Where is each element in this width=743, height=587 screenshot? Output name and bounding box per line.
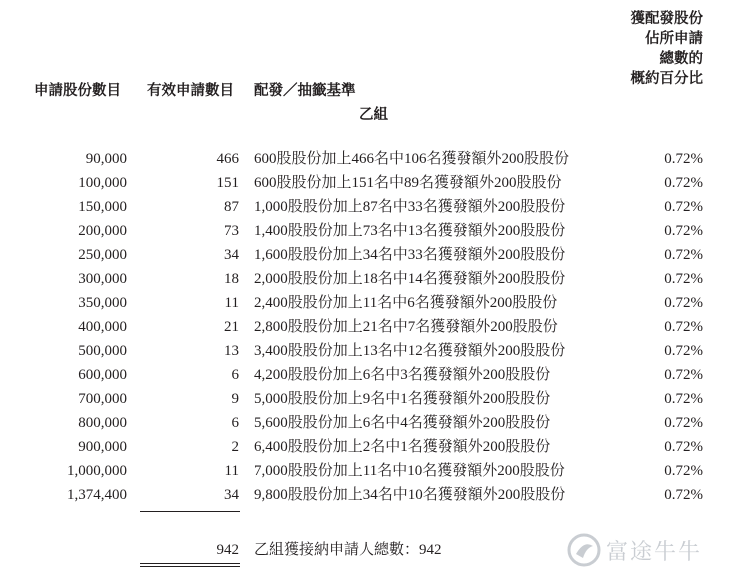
cell-percentage: 0.72% [664, 247, 703, 263]
table-row [0, 195, 743, 219]
total-count: 942 [216, 542, 239, 558]
cell-percentage: 0.72% [664, 487, 703, 503]
table-row [0, 267, 743, 291]
cell-shares: 800,000 [78, 415, 127, 431]
header-allocation-basis: 配發／抽籤基準 [254, 83, 356, 99]
cell-shares: 350,000 [78, 295, 127, 311]
table-row [0, 171, 743, 195]
watermark [566, 530, 716, 570]
cell-count: 6 [231, 367, 239, 383]
cell-basis: 7,000股股份加上11名中10名獲發額外200股股份 [254, 463, 565, 479]
cell-count: 87 [224, 199, 239, 215]
cell-shares: 150,000 [78, 199, 127, 215]
cell-percentage: 0.72% [664, 391, 703, 407]
cell-count: 466 [216, 151, 239, 167]
cell-count: 151 [216, 175, 239, 191]
table-row [0, 483, 743, 507]
cell-count: 73 [224, 223, 239, 239]
header-group-label: 乙組 [359, 107, 388, 123]
cell-basis: 600股股份加上466名中106名獲發額外200股股份 [254, 151, 570, 167]
cell-basis: 600股股份加上151名中89名獲發額外200股股份 [254, 175, 562, 191]
cell-shares: 400,000 [78, 319, 127, 335]
table-row [0, 387, 743, 411]
cell-shares: 250,000 [78, 247, 127, 263]
table-row [0, 147, 743, 171]
cell-basis: 1,000股股份加上87名中33名獲發額外200股股份 [254, 199, 566, 215]
cell-shares: 1,000,000 [67, 463, 127, 479]
header-pct-line: 概約百分比 [630, 71, 703, 87]
cell-percentage: 0.72% [664, 367, 703, 383]
cell-percentage: 0.72% [664, 151, 703, 167]
cell-shares: 900,000 [78, 439, 127, 455]
cell-percentage: 0.72% [664, 223, 703, 239]
cell-percentage: 0.72% [664, 415, 703, 431]
table-row [0, 219, 743, 243]
cell-count: 34 [224, 247, 239, 263]
cell-percentage: 0.72% [664, 439, 703, 455]
total-double-rule-top [140, 563, 240, 564]
cell-shares: 500,000 [78, 343, 127, 359]
cell-count: 6 [231, 415, 239, 431]
cell-basis: 3,400股股份加上13名中12名獲發額外200股股份 [254, 343, 566, 359]
cell-basis: 9,800股股份加上34名中10名獲發額外200股股份 [254, 487, 566, 503]
cell-count: 18 [224, 271, 239, 287]
cell-basis: 4,200股股份加上6名中3名獲發額外200股股份 [254, 367, 551, 383]
header-pct-line: 總數的 [659, 51, 703, 67]
table-row [0, 363, 743, 387]
table-row [0, 411, 743, 435]
cell-shares: 200,000 [78, 223, 127, 239]
cell-shares: 100,000 [78, 175, 127, 191]
cell-count: 2 [231, 439, 239, 455]
cell-shares: 300,000 [78, 271, 127, 287]
table-row [0, 315, 743, 339]
cell-percentage: 0.72% [664, 199, 703, 215]
cell-basis: 2,800股股份加上21名中7名獲發額外200股股份 [254, 319, 558, 335]
header-pct-line: 獲配發股份 [630, 11, 703, 27]
cell-percentage: 0.72% [664, 319, 703, 335]
total-double-rule-bottom [140, 566, 240, 567]
table-row [0, 459, 743, 483]
cell-percentage: 0.72% [664, 271, 703, 287]
cell-count: 11 [224, 463, 239, 479]
cell-basis: 5,000股股份加上9名中1名獲發額外200股股份 [254, 391, 551, 407]
table-row [0, 339, 743, 363]
cell-percentage: 0.72% [664, 343, 703, 359]
cell-percentage: 0.72% [664, 175, 703, 191]
cell-basis: 2,000股股份加上18名中14名獲發額外200股股份 [254, 271, 566, 287]
header-valid-applications: 有效申請數目 [147, 83, 234, 99]
futu-logo-icon [566, 532, 602, 568]
header-approx-percentage [631, 9, 704, 89]
cell-shares: 1,374,400 [67, 487, 127, 503]
subtotal-rule [140, 511, 240, 512]
cell-count: 13 [224, 343, 239, 359]
cell-basis: 1,400股股份加上73名中13名獲發額外200股股份 [254, 223, 566, 239]
total-summary: 乙組獲接納申請人總數：942 [254, 542, 442, 558]
table-row [0, 291, 743, 315]
cell-percentage: 0.72% [664, 295, 703, 311]
cell-shares: 600,000 [78, 367, 127, 383]
cell-basis: 5,600股股份加上6名中4名獲發額外200股股份 [254, 415, 551, 431]
cell-count: 9 [231, 391, 239, 407]
cell-count: 11 [224, 295, 239, 311]
cell-basis: 2,400股股份加上11名中6名獲發額外200股股份 [254, 295, 558, 311]
cell-basis: 6,400股股份加上2名中1名獲發額外200股股份 [254, 439, 551, 455]
cell-count: 21 [224, 319, 239, 335]
watermark-text: 富途牛牛 [606, 540, 703, 565]
table-row [0, 435, 743, 459]
cell-percentage: 0.72% [664, 463, 703, 479]
header-pct-line: 佔所申請 [645, 31, 703, 47]
header-shares-applied: 申請股份數目 [34, 83, 121, 99]
cell-shares: 700,000 [78, 391, 127, 407]
cell-basis: 1,600股股份加上34名中33名獲發額外200股股份 [254, 247, 566, 263]
cell-shares: 90,000 [85, 151, 127, 167]
table-row [0, 243, 743, 267]
cell-count: 34 [224, 487, 239, 503]
